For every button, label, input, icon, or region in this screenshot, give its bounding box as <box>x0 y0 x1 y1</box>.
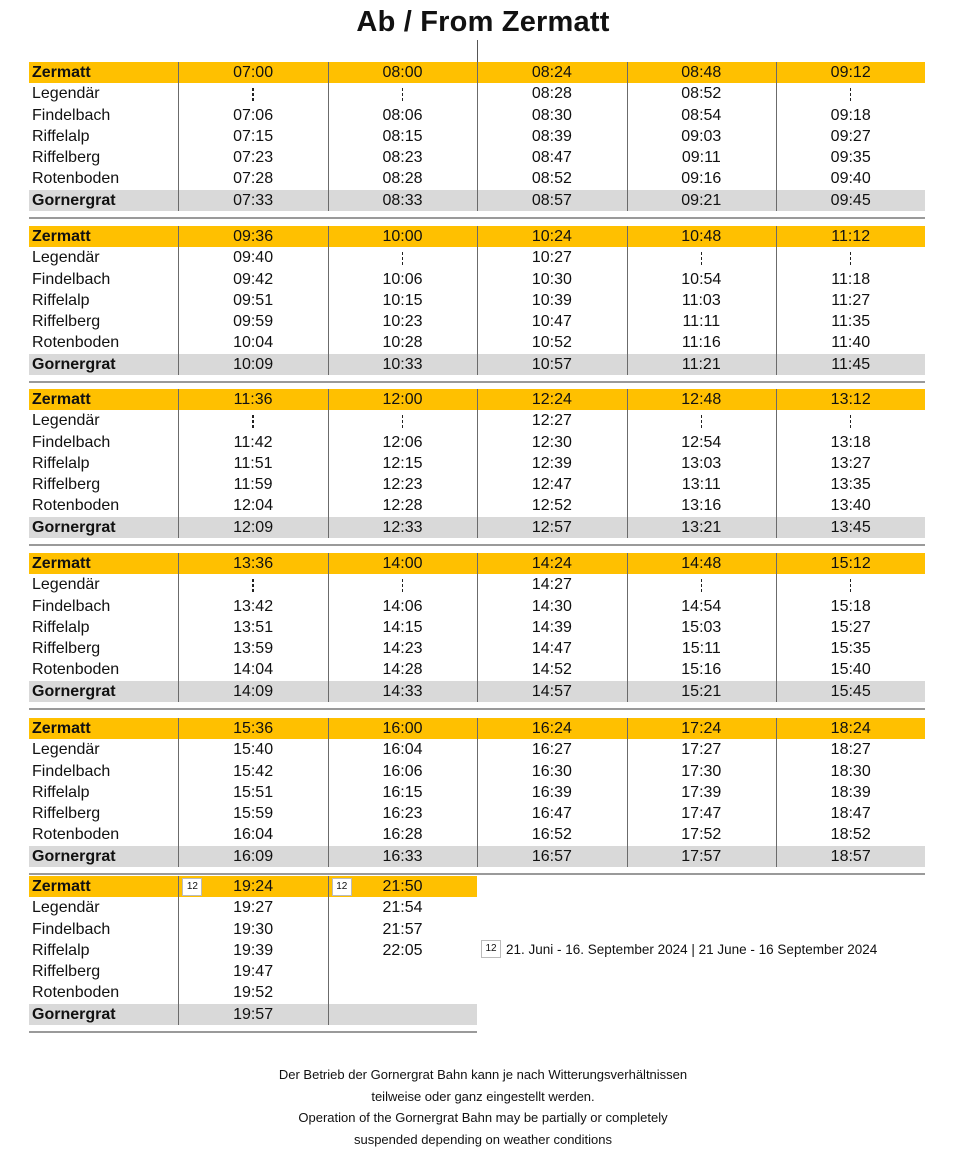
departure-time: 19:39 <box>233 941 274 959</box>
column-divider <box>178 876 179 1025</box>
departure-time: 10:09 <box>233 355 274 373</box>
departure-time: 14:27 <box>531 576 572 594</box>
departure-time: 14:15 <box>382 618 423 636</box>
departure-time: 11:45 <box>831 355 871 373</box>
departure-time: 16:27 <box>531 741 572 759</box>
departure-time: 19:57 <box>233 1005 274 1023</box>
column-divider <box>328 62 329 211</box>
station-name: Gornergrat <box>32 191 116 209</box>
legend-text: 21. Juni - 16. September 2024 | 21 June - 16 September 2024 <box>506 942 878 957</box>
departure-time: 08:48 <box>681 64 722 81</box>
departure-time: 22:05 <box>382 941 423 959</box>
departure-time: 09:21 <box>681 191 722 209</box>
pass-through-icon <box>776 410 925 431</box>
departure-time: 16:28 <box>382 826 423 844</box>
departure-time: 17:47 <box>681 805 722 823</box>
departure-time: 12:30 <box>531 433 572 451</box>
departure-time: 12:27 <box>531 412 572 430</box>
departure-time: 07:15 <box>233 127 274 145</box>
departure-time: 09:40 <box>233 249 274 267</box>
departure-time: 08:06 <box>382 106 423 124</box>
departure-time: 13:59 <box>233 640 274 658</box>
departure-time: 08:00 <box>382 64 423 81</box>
column-divider <box>328 553 329 702</box>
departure-time: 08:52 <box>681 85 722 103</box>
station-name: Rotenboden <box>32 334 120 352</box>
departure-time: 09:16 <box>681 170 722 188</box>
departure-time: 15:40 <box>830 661 871 679</box>
station-row <box>29 940 477 961</box>
column-divider <box>627 718 628 867</box>
departure-time: 14:24 <box>531 555 572 572</box>
station-name: Zermatt <box>32 228 91 245</box>
departure-time: 12:57 <box>531 518 572 536</box>
departure-time: 11:11 <box>682 313 721 331</box>
departure-time: 09:42 <box>233 270 274 288</box>
departure-time: 12:15 <box>382 454 423 472</box>
footer-note <box>0 1064 966 1150</box>
departure-time: 14:09 <box>233 682 274 700</box>
departure-time: 10:33 <box>382 355 423 373</box>
footer-line: Operation of the Gornergrat Bahn may be partially or completely <box>298 1110 668 1126</box>
departure-time: 19:30 <box>233 920 274 938</box>
departure-time: 10:52 <box>531 334 572 352</box>
departure-time: 14:23 <box>382 640 423 658</box>
station-name: Riffelberg <box>32 640 101 658</box>
departure-time: 14:57 <box>531 682 572 700</box>
departure-time: 16:23 <box>382 805 423 823</box>
departure-time: 11:59 <box>233 476 273 494</box>
station-name: Riffelalp <box>32 127 90 145</box>
column-divider <box>178 389 179 538</box>
block-separator <box>29 708 925 710</box>
pass-through-icon <box>328 574 477 595</box>
station-name: Riffelalp <box>32 783 90 801</box>
header-row <box>29 876 477 897</box>
timetable-block <box>29 718 926 867</box>
departure-time: 09:27 <box>830 127 871 145</box>
departure-time: 12:33 <box>382 518 423 536</box>
pass-through-icon <box>178 574 327 595</box>
departure-time: 11:16 <box>681 334 721 352</box>
column-divider <box>776 226 777 375</box>
station-name: Rotenboden <box>32 984 120 1002</box>
departure-time: 08:28 <box>382 170 423 188</box>
pass-through-icon <box>627 410 776 431</box>
column-divider <box>328 226 329 375</box>
departure-time: 18:52 <box>830 826 871 844</box>
column-divider <box>328 389 329 538</box>
departure-time: 14:00 <box>382 555 423 572</box>
station-name: Legendär <box>32 576 100 594</box>
departure-time: 10:30 <box>531 270 572 288</box>
pass-through-icon <box>178 410 327 431</box>
departure-time: 15:16 <box>681 661 722 679</box>
departure-time: 18:39 <box>830 783 871 801</box>
departure-time: 10:28 <box>382 334 423 352</box>
station-name: Riffelberg <box>32 313 101 331</box>
departure-time: 11:21 <box>681 355 721 373</box>
footer-line: teilweise oder ganz eingestellt werden. <box>371 1088 595 1104</box>
departure-time: 19:47 <box>233 963 274 981</box>
station-name: Riffelalp <box>32 291 90 309</box>
departure-time: 14:06 <box>382 597 423 615</box>
station-name: Zermatt <box>32 64 91 81</box>
departure-time: 10:27 <box>531 249 572 267</box>
pass-through-icon <box>328 410 477 431</box>
departure-time: 21:57 <box>382 920 423 938</box>
departure-time: 09:03 <box>681 127 722 145</box>
column-divider <box>477 389 478 538</box>
departure-time: 11:18 <box>831 270 871 288</box>
station-row <box>29 919 477 940</box>
departure-time: 10:00 <box>382 228 423 245</box>
column-divider <box>477 553 478 702</box>
departure-time: 10:15 <box>382 291 423 309</box>
column-divider <box>776 553 777 702</box>
departure-time: 15:21 <box>681 682 722 700</box>
departure-time: 18:27 <box>830 741 871 759</box>
departure-time: 12:00 <box>382 391 423 408</box>
departure-time: 14:04 <box>233 661 274 679</box>
departure-time: 17:24 <box>681 720 722 737</box>
column-divider <box>178 62 179 211</box>
departure-time: 12:06 <box>382 433 423 451</box>
station-name: Rotenboden <box>32 826 120 844</box>
departure-time: 10:57 <box>531 355 572 373</box>
departure-time: 16:39 <box>531 783 572 801</box>
column-divider <box>178 226 179 375</box>
station-name: Findelbach <box>32 433 111 451</box>
departure-time: 18:47 <box>830 805 871 823</box>
departure-time: 13:11 <box>681 476 721 494</box>
departure-time: 12:39 <box>531 454 572 472</box>
departure-time: 13:21 <box>681 518 722 536</box>
departure-time: 15:18 <box>830 597 871 615</box>
departure-time: 13:18 <box>830 433 871 451</box>
departure-time: 17:57 <box>681 847 722 865</box>
column-divider <box>776 389 777 538</box>
departure-time: 10:23 <box>382 313 423 331</box>
timetable-block <box>29 553 926 702</box>
departure-time: 12:54 <box>681 433 722 451</box>
departure-time: 11:03 <box>681 291 721 309</box>
station-name: Zermatt <box>32 391 91 408</box>
pass-through-icon <box>776 83 925 104</box>
departure-time: 16:00 <box>382 720 423 737</box>
departure-time: 14:54 <box>681 597 722 615</box>
departure-time: 14:33 <box>382 682 423 700</box>
station-name: Findelbach <box>32 106 111 124</box>
departure-time: 13:45 <box>830 518 871 536</box>
departure-time: 17:30 <box>681 762 722 780</box>
footnote-badge: 12 <box>332 878 352 896</box>
pass-through-icon <box>328 247 477 268</box>
column-divider <box>627 62 628 211</box>
station-name: Gornergrat <box>32 847 116 865</box>
pass-through-icon <box>776 247 925 268</box>
departure-time: 08:33 <box>382 191 423 209</box>
station-name: Findelbach <box>32 762 111 780</box>
departure-time: 09:12 <box>830 64 871 81</box>
pass-through-icon <box>178 83 327 104</box>
station-name: Riffelberg <box>32 476 101 494</box>
title-divider <box>477 40 478 62</box>
departure-time: 08:47 <box>531 149 572 167</box>
station-row <box>29 961 477 982</box>
departure-time: 16:09 <box>233 847 274 865</box>
departure-time: 10:06 <box>382 270 423 288</box>
departure-time: 08:52 <box>531 170 572 188</box>
column-divider <box>178 553 179 702</box>
departure-time: 15:11 <box>681 640 721 658</box>
departure-time: 12:47 <box>531 476 572 494</box>
timetable-block <box>29 62 926 211</box>
block-separator <box>29 381 925 383</box>
departure-time: 16:47 <box>531 805 572 823</box>
station-name: Zermatt <box>32 720 91 737</box>
departure-time: 17:27 <box>681 741 722 759</box>
column-divider <box>627 553 628 702</box>
block-separator <box>29 217 925 219</box>
departure-time: 12:09 <box>233 518 274 536</box>
departure-time: 13:35 <box>830 476 871 494</box>
station-name: Legendär <box>32 899 100 917</box>
departure-time: 08:23 <box>382 149 423 167</box>
departure-time: 14:48 <box>681 555 722 572</box>
station-name: Gornergrat <box>32 518 116 536</box>
departure-time: 13:03 <box>681 454 722 472</box>
departure-time: 14:52 <box>531 661 572 679</box>
departure-time: 15:27 <box>830 618 871 636</box>
departure-time: 09:36 <box>233 228 274 245</box>
station-row <box>29 897 477 918</box>
station-name: Gornergrat <box>32 1005 116 1023</box>
departure-time: 07:33 <box>233 191 274 209</box>
station-name: Findelbach <box>32 270 111 288</box>
station-name: Riffelberg <box>32 963 101 981</box>
departure-time: 09:59 <box>233 313 274 331</box>
departure-time: 16:52 <box>531 826 572 844</box>
departure-time: 10:48 <box>681 228 722 245</box>
departure-time: 15:40 <box>233 741 274 759</box>
departure-time: 14:30 <box>531 597 572 615</box>
station-name: Rotenboden <box>32 497 120 515</box>
column-divider <box>776 718 777 867</box>
departure-time: 13:36 <box>233 555 274 572</box>
departure-time: 16:57 <box>531 847 572 865</box>
departure-time: 07:28 <box>233 170 274 188</box>
departure-time: 07:06 <box>233 106 274 124</box>
departure-time: 15:51 <box>233 783 274 801</box>
departure-time: 10:47 <box>531 313 572 331</box>
footnote-badge: 12 <box>182 878 202 896</box>
departure-time: 12:52 <box>531 497 572 515</box>
departure-time: 13:27 <box>830 454 871 472</box>
block-separator <box>29 873 925 875</box>
station-name: Gornergrat <box>32 355 116 373</box>
departure-time: 10:39 <box>531 291 572 309</box>
departure-time: 15:42 <box>233 762 274 780</box>
departure-time: 15:35 <box>830 640 871 658</box>
column-divider <box>776 62 777 211</box>
departure-time: 15:12 <box>830 555 871 572</box>
station-name: Zermatt <box>32 555 91 572</box>
departure-time: 16:15 <box>382 783 423 801</box>
legend-badge: 12 <box>481 940 501 958</box>
pass-through-icon <box>328 83 477 104</box>
column-divider <box>477 718 478 867</box>
departure-time: 13:51 <box>233 618 274 636</box>
departure-time: 09:18 <box>830 106 871 124</box>
block-separator <box>29 1031 477 1033</box>
departure-time: 12:28 <box>382 497 423 515</box>
pass-through-icon <box>627 574 776 595</box>
station-name: Rotenboden <box>32 661 120 679</box>
departure-time: 13:42 <box>233 597 274 615</box>
departure-time: 08:57 <box>531 191 572 209</box>
station-name: Riffelalp <box>32 618 90 636</box>
timetable-block <box>29 226 926 375</box>
departure-time: 11:27 <box>831 291 871 309</box>
departure-time: 12:48 <box>681 391 722 408</box>
departure-time: 08:54 <box>681 106 722 124</box>
departure-time: 09:51 <box>233 291 274 309</box>
departure-time: 15:45 <box>830 682 871 700</box>
column-divider <box>328 876 329 1025</box>
departure-time: 19:24 <box>233 878 274 895</box>
station-name: Legendär <box>32 412 100 430</box>
departure-time: 11:42 <box>233 433 273 451</box>
station-name: Riffelberg <box>32 149 101 167</box>
departure-time: 19:52 <box>233 984 274 1002</box>
departure-time: 11:35 <box>831 313 871 331</box>
departure-time: 11:51 <box>233 454 273 472</box>
departure-time: 12:23 <box>382 476 423 494</box>
footer-line: Der Betrieb der Gornergrat Bahn kann je nach Witterungsverhältnissen <box>278 1067 688 1082</box>
departure-time: 09:11 <box>681 149 721 167</box>
departure-time: 15:36 <box>233 720 274 737</box>
footer-line: suspended depending on weather conditions <box>353 1131 613 1147</box>
departure-time: 21:50 <box>382 878 423 895</box>
departure-time: 10:24 <box>531 228 572 245</box>
legend <box>481 940 877 960</box>
station-name: Rotenboden <box>32 170 120 188</box>
departure-time: 08:15 <box>382 127 423 145</box>
departure-time: 08:28 <box>531 85 572 103</box>
departure-time: 13:16 <box>681 497 722 515</box>
timetable-block <box>29 389 926 538</box>
departure-time: 09:35 <box>830 149 871 167</box>
station-name: Riffelalp <box>32 941 90 959</box>
station-row <box>29 1004 477 1025</box>
block-separator <box>29 544 925 546</box>
departure-time: 18:30 <box>830 762 871 780</box>
departure-time: 08:24 <box>531 64 572 81</box>
station-name: Legendär <box>32 85 100 103</box>
departure-time: 08:30 <box>531 106 572 124</box>
departure-time: 13:40 <box>830 497 871 515</box>
departure-time: 09:45 <box>830 191 871 209</box>
departure-time: 18:57 <box>830 847 871 865</box>
column-divider <box>627 226 628 375</box>
departure-time: 14:47 <box>531 640 572 658</box>
pass-through-icon <box>627 247 776 268</box>
station-name: Findelbach <box>32 597 111 615</box>
departure-time: 07:00 <box>233 64 274 81</box>
departure-time: 16:04 <box>233 826 274 844</box>
station-name: Riffelalp <box>32 454 90 472</box>
departure-time: 15:03 <box>681 618 722 636</box>
departure-time: 12:04 <box>233 497 274 515</box>
departure-time: 12:24 <box>531 391 572 408</box>
departure-time: 17:52 <box>681 826 722 844</box>
column-divider <box>627 389 628 538</box>
departure-time: 11:36 <box>233 391 273 408</box>
station-name: Gornergrat <box>32 682 116 700</box>
departure-time: 18:24 <box>830 720 871 737</box>
departure-time: 19:27 <box>233 899 274 917</box>
column-divider <box>477 62 478 211</box>
departure-time: 11:40 <box>831 334 871 352</box>
departure-time: 11:12 <box>831 228 871 245</box>
pass-through-icon <box>776 574 925 595</box>
station-name: Legendär <box>32 249 100 267</box>
departure-time: 09:40 <box>830 170 871 188</box>
departure-time: 16:24 <box>531 720 572 737</box>
departure-time: 13:12 <box>830 391 871 408</box>
departure-time: 16:30 <box>531 762 572 780</box>
departure-time: 17:39 <box>681 783 722 801</box>
departure-time: 08:39 <box>531 127 572 145</box>
departure-time: 16:06 <box>382 762 423 780</box>
departure-time: 10:04 <box>233 334 274 352</box>
departure-time: 07:23 <box>233 149 274 167</box>
departure-time: 14:28 <box>382 661 423 679</box>
page-title: Ab / From Zermatt <box>356 6 610 38</box>
departure-time: 15:59 <box>233 805 274 823</box>
departure-time: 14:39 <box>531 618 572 636</box>
column-divider <box>477 226 478 375</box>
station-name: Findelbach <box>32 920 111 938</box>
column-divider <box>178 718 179 867</box>
station-row <box>29 982 477 1003</box>
departure-time: 21:54 <box>382 899 423 917</box>
departure-time: 10:54 <box>681 270 722 288</box>
departure-time: 16:33 <box>382 847 423 865</box>
station-name: Riffelberg <box>32 805 101 823</box>
station-name: Zermatt <box>32 878 91 895</box>
column-divider <box>328 718 329 867</box>
station-name: Legendär <box>32 741 100 759</box>
departure-time: 16:04 <box>382 741 423 759</box>
